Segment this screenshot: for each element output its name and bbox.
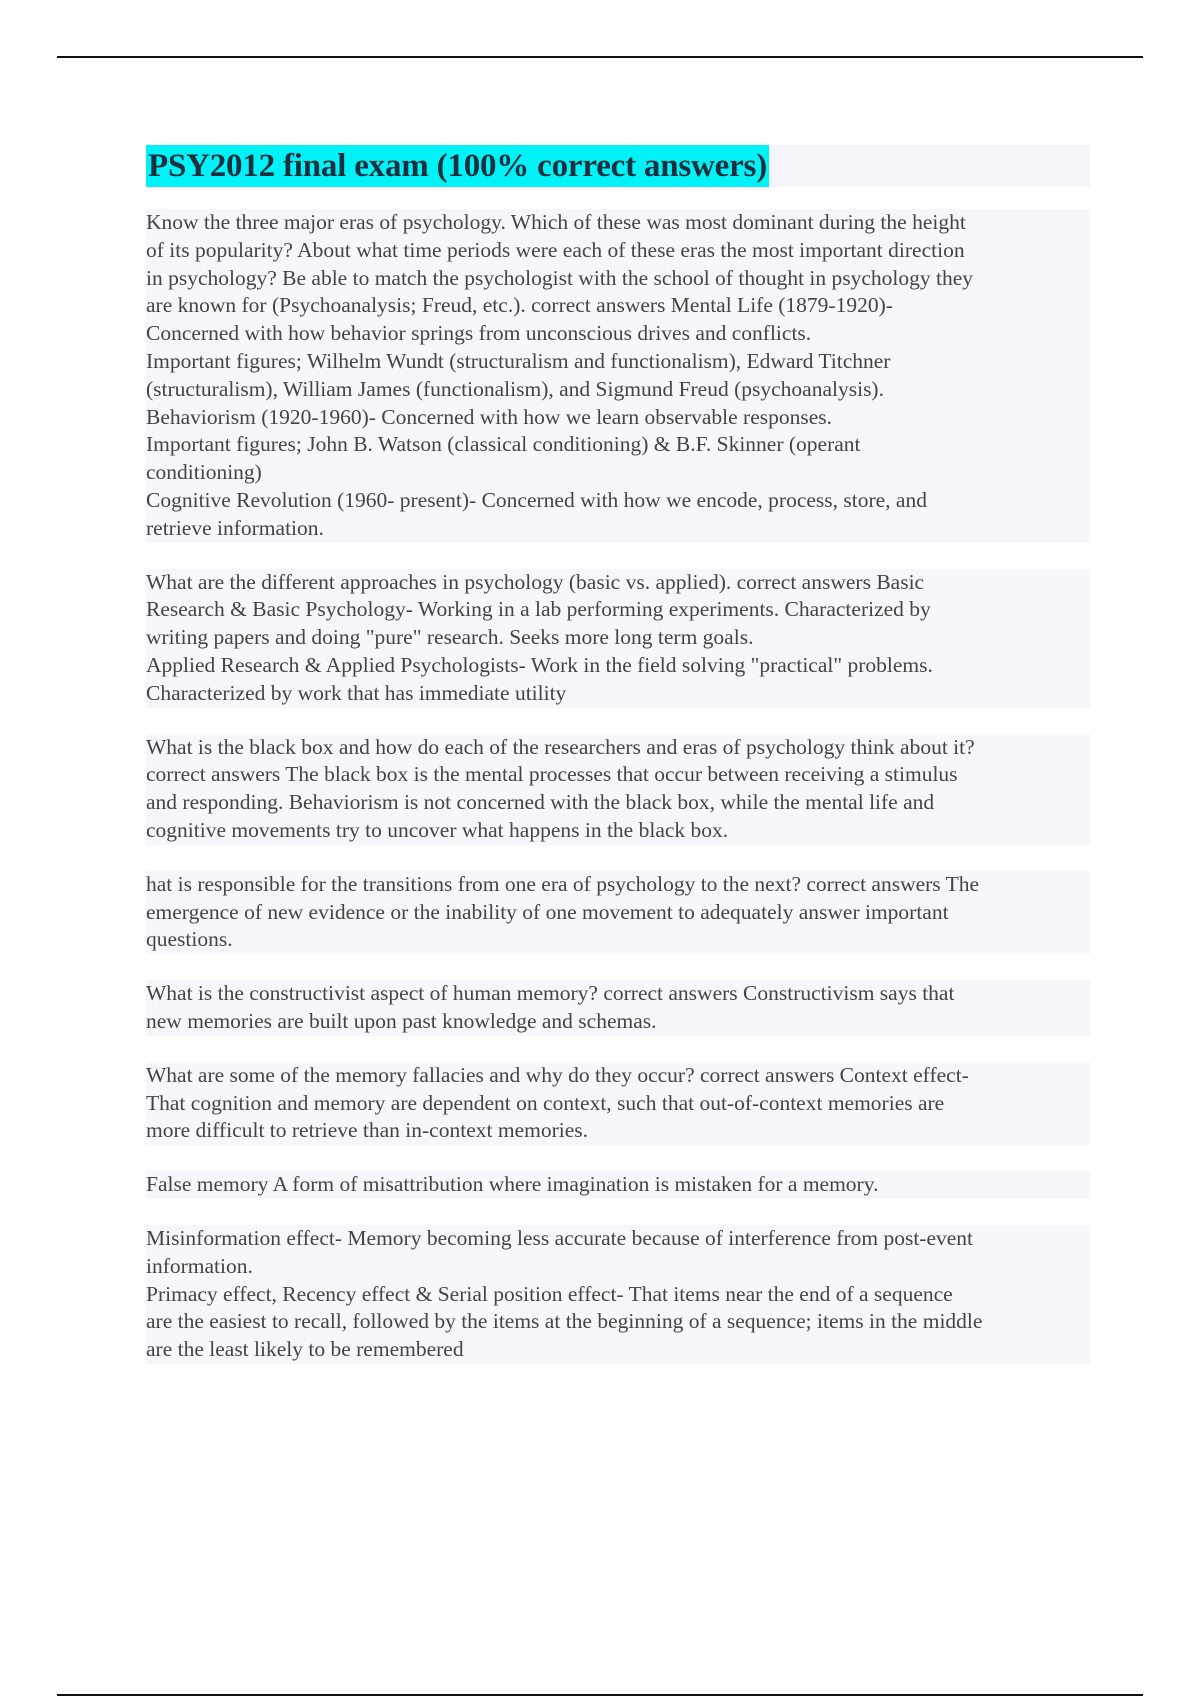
qa-block — [146, 1062, 1090, 1145]
qa-block — [146, 1171, 1090, 1199]
text-line: Important figures; John B. Watson (classical conditioning) & B.F. Skinner (operant — [146, 432, 861, 457]
text-line: writing papers and doing "pure" research. Seeks more long term goals. — [146, 625, 754, 650]
text-line: False memory A form of misattribution where imagination is mistaken for a memory. — [146, 1172, 879, 1197]
text-line: What is the black box and how do each of the researchers and eras of psychology think about it? — [146, 734, 975, 759]
text-line: and responding. Behaviorism is not concerned with the black box, while the mental life and — [146, 790, 935, 815]
text-line: emergence of new evidence or the inability of one movement to adequately answer important — [146, 899, 949, 924]
text-line: That cognition and memory are dependent on context, such that out-of-context memories are — [146, 1090, 945, 1115]
text-line: correct answers The black box is the mental processes that occur between receiving a stimulus — [146, 762, 958, 787]
text-line: Applied Research & Applied Psychologists- Work in the field solving "practical" problems. — [146, 652, 933, 677]
text-line: in psychology? Be able to match the psychologist with the school of thought in psychology they — [146, 265, 974, 290]
document-body — [146, 145, 1090, 1390]
qa-block — [146, 734, 1090, 845]
text-line: questions. — [146, 927, 233, 952]
text-line: Important figures; Wilhelm Wundt (structuralism and functionalism), Edward Titchner — [146, 348, 891, 373]
text-line: Concerned with how behavior springs from unconscious drives and conflicts. — [146, 321, 812, 346]
text-line: What is the constructivist aspect of human memory? correct answers Constructivism says that — [146, 981, 955, 1006]
qa-block — [146, 871, 1090, 954]
text-line: Cognitive Revolution (1960- present)- Concerned with how we encode, process, store, and — [146, 487, 927, 512]
text-line: new memories are built upon past knowledge and schemas. — [146, 1008, 657, 1033]
text-line: cognitive movements try to uncover what happens in the black box. — [146, 817, 729, 842]
qa-block — [146, 980, 1090, 1036]
text-line: Know the three major eras of psychology. Which of these was most dominant during the height — [146, 210, 966, 234]
qa-block — [146, 569, 1090, 708]
text-line: are the least likely to be remembered — [146, 1337, 464, 1362]
text-line: conditioning) — [146, 460, 262, 485]
title-bar — [146, 145, 1090, 187]
document-title: PSY2012 final exam (100% correct answers) — [146, 145, 769, 187]
text-line: more difficult to retrieve than in-context memories. — [146, 1118, 588, 1143]
text-line: What are the different approaches in psychology (basic vs. applied). correct answers Basic — [146, 569, 925, 594]
text-line: information. — [146, 1253, 253, 1278]
text-line: hat is responsible for the transitions from one era of psychology to the next? correct answers The — [146, 871, 980, 896]
text-line: of its popularity? About what time periods were each of these eras the most important direction — [146, 237, 965, 262]
text-line: Research & Basic Psychology- Working in a lab performing experiments. Characterized by — [146, 597, 931, 622]
text-line: Behaviorism (1920-1960)- Concerned with how we learn observable responses. — [146, 404, 833, 429]
qa-block — [146, 1225, 1090, 1364]
page-top-rule — [57, 56, 1143, 58]
page-bottom-rule — [57, 1694, 1143, 1696]
text-line: Primacy effect, Recency effect & Serial position effect- That items near the end of a sequence — [146, 1281, 953, 1306]
text-line: are the easiest to recall, followed by the items at the beginning of a sequence; items in the middle — [146, 1309, 983, 1334]
text-line: Characterized by work that has immediate utility — [146, 680, 567, 705]
text-line: retrieve information. — [146, 515, 324, 540]
qa-block — [146, 209, 1090, 543]
text-line: Misinformation effect- Memory becoming less accurate because of interference from post-event — [146, 1225, 974, 1250]
text-line: What are some of the memory fallacies and why do they occur? correct answers Context effect- — [146, 1062, 969, 1087]
text-line: (structuralism), William James (functionalism), and Sigmund Freud (psychoanalysis). — [146, 376, 884, 401]
text-line: are known for (Psychoanalysis; Freud, etc.). correct answers Mental Life (1879-1920)- — [146, 293, 893, 318]
